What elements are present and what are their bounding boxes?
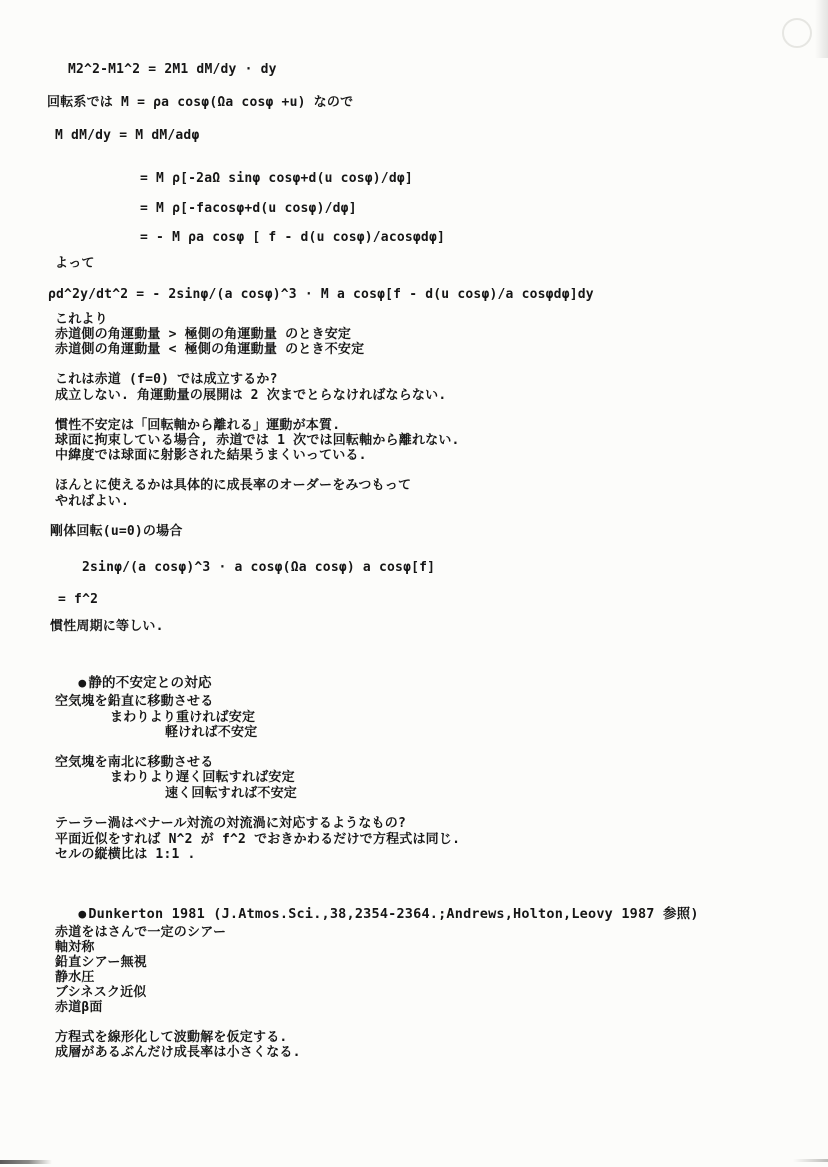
formula-step3: = - M ρa cosφ [ f - d(u cosφ)/acosφdφ] (140, 230, 446, 245)
bullet-icon: ● (78, 907, 87, 922)
text-dunkerton-note-1: 方程式を線形化して波動解を仮定する. (55, 1030, 288, 1045)
text-taylor-1: テーラー渦はベナール対流の対流渦に対応するようなもの? (55, 816, 406, 831)
text-growth-note-2: やればよい. (55, 494, 130, 509)
text-essence-1: 慣性不安定は「回転軸から離れる」運動が本質. (55, 418, 341, 433)
text-assumption-novertshear: 鉛直シアー無視 (55, 955, 148, 970)
scan-corner-shade (815, 0, 828, 58)
text-equator-question: これは赤道 (f=0) では成立するか? (55, 372, 278, 387)
binder-hole-mark (782, 18, 812, 48)
formula-eq-motion: ρd^2y/dt^2 = - 2sinφ/(a cosφ)^3 · M a cosφ[f - d(u cosφ)/a cosφdφ]dy (48, 287, 594, 302)
text-assumption-shear: 赤道をはさんで一定のシアー (55, 925, 227, 940)
text-taylor-3: セルの縦横比は 1:1 . (55, 847, 196, 862)
formula-rigid-equals: = f^2 (58, 592, 99, 607)
text-inertial-period: 慣性周期に等しい. (50, 619, 164, 634)
text-growth-note-1: ほんとに使えるかは具体的に成長率のオーダーをみつもって (55, 478, 412, 493)
formula-m-dmdy: M dM/dy = M dM/adφ (55, 128, 200, 143)
text-assumption-boussinesq: ブシネスク近似 (55, 985, 147, 1000)
text-essence-2: 球面に拘束している場合, 赤道では 1 次では回転軸から離れない. (55, 433, 460, 448)
formula-m-difference: M2^2-M1^2 = 2M1 dM/dy · dy (68, 62, 277, 77)
text-vertical-1: 空気塊を鉛直に移動させる (55, 694, 214, 709)
scan-edge-artifact-right (793, 1159, 828, 1162)
text-vertical-3: 軽ければ不安定 (165, 725, 258, 740)
text-meridional-3: 速く回転すれば不安定 (165, 786, 298, 801)
text-vertical-2: まわりより重ければ安定 (110, 710, 256, 725)
text-conclusion-unstable: 赤道側の角運動量 < 極側の角運動量 のとき不安定 (55, 342, 365, 357)
section-title: Dunkerton 1981 (J.Atmos.Sci.,38,2354-2364.;Andrews,Holton,Leovy 1987 参照) (88, 906, 699, 922)
text-meridional-1: 空気塊を南北に移動させる (55, 755, 214, 770)
section-title: 静的不安定との対応 (88, 675, 212, 691)
text-assumption-hydrostatic: 静水圧 (55, 970, 95, 985)
text-equator-answer: 成立しない. 角運動量の展開は 2 次までとらなければならない. (55, 388, 447, 403)
text-meridional-2: まわりより遅く回転すれば安定 (110, 770, 295, 785)
formula-step2: = M ρ[-facosφ+d(u cosφ)/dφ] (140, 201, 357, 216)
text-assumption-betaplane: 赤道β面 (55, 1000, 103, 1015)
text-assumption-axisym: 軸対称 (55, 940, 95, 955)
text-dunkerton-note-2: 成層があるぶんだけ成長率は小さくなる. (55, 1045, 301, 1060)
text-conclusion-lead: これより (55, 312, 108, 327)
bullet-icon: ● (78, 676, 87, 691)
scan-edge-artifact-left (0, 1160, 52, 1164)
text-taylor-2: 平面近似をすれば N^2 が f^2 でおきかわるだけで方程式は同じ. (55, 832, 461, 847)
text-rigid-rotation-title: 剛体回転(u=0)の場合 (50, 524, 183, 539)
formula-rigid-expr: 2sinφ/(a cosφ)^3 · a cosφ(Ωa cosφ) a cosφ[f] (82, 560, 436, 575)
text-rotating-frame: 回転系では M = ρa cosφ(Ωa cosφ +u) なので (47, 95, 354, 110)
text-therefore: よって (55, 256, 95, 271)
text-essence-3: 中緯度では球面に射影された結果うまくいっている. (55, 448, 367, 463)
formula-step1: = M ρ[-2aΩ sinφ cosφ+d(u cosφ)/dφ] (140, 171, 413, 186)
text-conclusion-stable: 赤道側の角運動量 > 極側の角運動量 のとき安定 (55, 327, 352, 342)
